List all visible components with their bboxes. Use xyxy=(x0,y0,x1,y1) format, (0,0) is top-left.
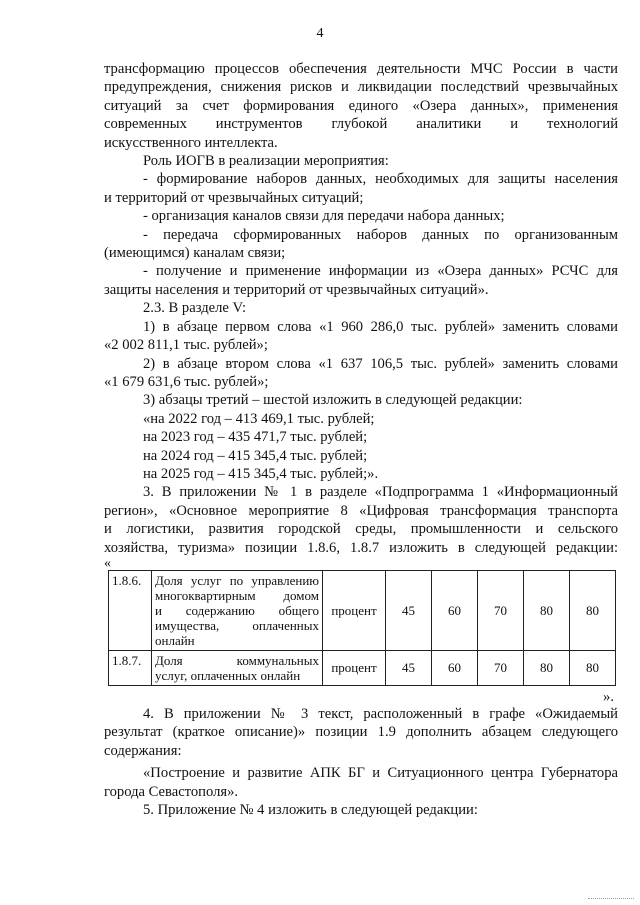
budget-line: на 2023 год – 435 471,7 тыс. рублей; xyxy=(143,429,368,446)
list-item xyxy=(104,170,618,207)
cell-line: услуг, оплаченных онлайн xyxy=(155,667,301,683)
text-line: содержания: xyxy=(104,742,182,759)
row-value: 80 xyxy=(570,570,616,650)
text-line: предупреждения, снижения рисков и ликвидации последствий чрезвычайных xyxy=(104,79,618,96)
paragraph xyxy=(104,705,618,760)
table-row xyxy=(109,570,616,650)
text-line: 3. В приложении № 1 в разделе «Подпрограмма 1 «Информационный xyxy=(143,484,618,501)
text-line: - получение и применение информации из «Озера данных» РСЧС для xyxy=(143,263,618,280)
row-value: 45 xyxy=(386,650,432,685)
list-item xyxy=(104,355,618,392)
budget-line: на 2024 год – 415 345,4 тыс. рублей; xyxy=(143,447,368,464)
list-item xyxy=(104,226,618,263)
text-line: современных инструментов глубокой аналитики и технологий xyxy=(104,116,618,133)
cell-line: имущества, оплаченных xyxy=(155,617,319,633)
cell-line: Доля коммунальных xyxy=(155,652,319,668)
text-line: результат (краткое описание)» позиции 1.9 дополнить абзацем следующего xyxy=(104,724,618,741)
indicator-table xyxy=(108,570,616,686)
row-value: 80 xyxy=(524,650,570,685)
cell-line: многоквартирным домом xyxy=(155,587,319,603)
quote-open-mark: « xyxy=(104,555,111,571)
text-line: 2) в абзаце втором слова «1 637 106,5 тыс. рублей» заменить словами xyxy=(143,355,618,372)
budget-line: «на 2022 год – 413 469,1 тыс. рублей; xyxy=(143,410,375,427)
paragraph: 5. Приложение № 4 изложить в следующей редакции: xyxy=(143,802,478,818)
quote-close-mark: ». xyxy=(603,688,614,705)
cell-line: Доля услуг по управлению xyxy=(155,572,319,588)
paragraph xyxy=(104,764,618,801)
text-line: защиты населения и территорий от чрезвычайных ситуаций». xyxy=(104,281,489,298)
text-line: хозяйства, туризма» позиции 1.8.6, 1.8.7 изложить в следующей редакции: xyxy=(104,539,618,556)
list-item xyxy=(104,262,618,299)
text-line: трансформацию процессов обеспечения деятельности МЧС России в части xyxy=(104,61,618,77)
text-line: 1) в абзаце первом слова «1 960 286,0 тыс. рублей» заменить словами xyxy=(143,318,618,335)
list-item xyxy=(104,318,618,355)
text-line: - формирование наборов данных, необходимых для защиты населения xyxy=(143,171,618,188)
text-line: - передача сформированных наборов данных по организованным xyxy=(143,226,618,243)
row-name xyxy=(152,570,323,650)
paragraph xyxy=(104,483,618,557)
row-value: 60 xyxy=(432,650,478,685)
row-code: 1.8.7. xyxy=(109,650,152,685)
text-line: и территорий от чрезвычайных ситуаций; xyxy=(104,189,364,206)
text-line: 4. В приложении № 3 текст, расположенный в графе «Ожидаемый xyxy=(143,705,618,722)
row-value: 70 xyxy=(478,650,524,685)
row-value: 45 xyxy=(386,570,432,650)
paragraph-role-heading: Роль ИОГВ в реализации мероприятия: xyxy=(143,153,389,170)
section-heading: 2.3. В разделе V: xyxy=(143,300,247,317)
paragraph xyxy=(104,60,618,152)
table-row xyxy=(109,650,616,685)
text-line: города Севастополя». xyxy=(104,783,239,800)
list-item: - организация каналов связи для передачи набора данных; xyxy=(143,208,505,225)
budget-line: на 2025 год – 415 345,4 тыс. рублей;». xyxy=(143,465,379,482)
row-code: 1.8.6. xyxy=(109,570,152,650)
row-value: 80 xyxy=(570,650,616,685)
text-line: ситуаций за счет формирования единого «Озера данных», применения xyxy=(104,97,618,114)
cell-line: и содержанию общего xyxy=(155,602,319,618)
row-unit: процент xyxy=(323,650,386,685)
page-number: 4 xyxy=(316,26,324,41)
scan-edge-mark xyxy=(588,898,634,905)
row-value: 60 xyxy=(432,570,478,650)
row-value: 80 xyxy=(524,570,570,650)
text-line: (имеющимся) каналам связи; xyxy=(104,245,286,262)
text-line: «2 002 811,1 тыс. рублей»; xyxy=(104,337,268,354)
document-body xyxy=(104,60,618,819)
text-line: и логистики, развития городской среды, промышленности и сельского xyxy=(104,521,618,538)
text-line: «Построение и развитие АПК БГ и Ситуационного центра Губернатора xyxy=(143,765,618,782)
row-value: 70 xyxy=(478,570,524,650)
text-line: регион», «Основное мероприятие 8 «Цифровая трансформация транспорта xyxy=(104,502,618,519)
cell-line: онлайн xyxy=(155,632,195,648)
row-unit: процент xyxy=(323,570,386,650)
row-name xyxy=(152,650,323,685)
list-item: 3) абзацы третий – шестой изложить в следующей редакции: xyxy=(143,392,523,409)
text-line: искусственного интеллекта. xyxy=(104,134,278,151)
text-line: «1 679 631,6 тыс. рублей»; xyxy=(104,373,269,390)
